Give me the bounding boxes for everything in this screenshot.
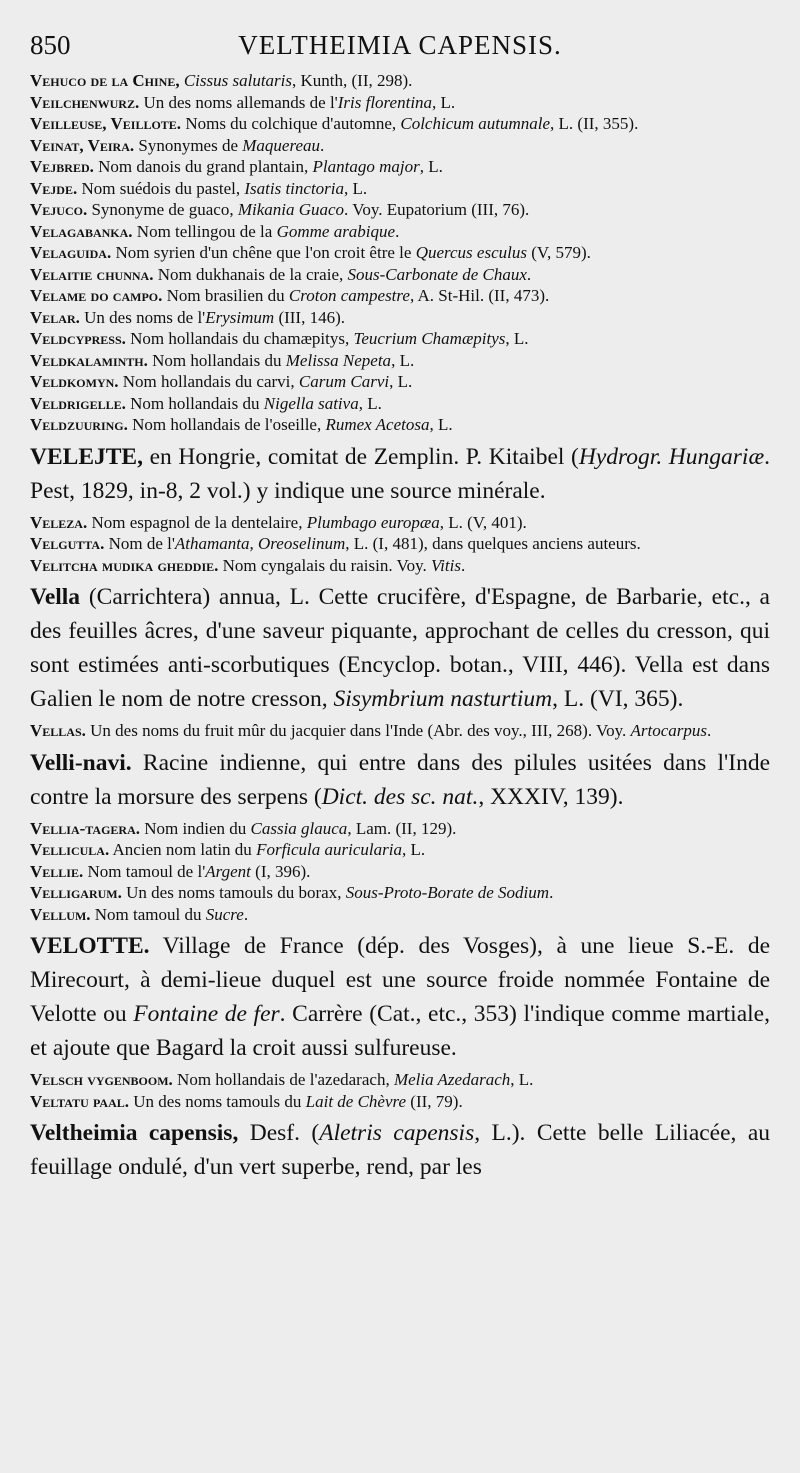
entry-text-tail: , Kunth, (II, 298). — [292, 71, 413, 90]
main-entry — [30, 580, 770, 716]
short-entry — [30, 156, 770, 178]
entry-text-tail: , L. — [432, 92, 456, 112]
entry-text: Nom indien du — [144, 818, 251, 838]
short-entry — [30, 242, 770, 264]
short-entry — [30, 178, 770, 200]
entry-italic-term: Vitis — [431, 555, 461, 575]
entry-headword: Velli-navi. — [30, 749, 132, 776]
entry-italic-term: Melissa Nepeta — [285, 350, 392, 370]
short-entry — [30, 533, 770, 555]
entry-text: Nom brasilien du — [166, 286, 289, 305]
entry-text-tail: . Carrère (Cat., etc., 353) l'indique comme martiale, et ajoute que Bagard la croit aussi sulfureuse. — [30, 1001, 770, 1061]
entry-headword: Velame do campo. — [30, 286, 163, 305]
entry-text: Village de France (dép. des Vosges), à une lieue S.-E. de Mirecourt, à demi-lieue duquel est une source froide nommée Fontaine de Velotte ou — [30, 933, 771, 1027]
short-entry — [30, 555, 770, 577]
short-entry — [30, 414, 770, 436]
entry-italic-term: Aletris capensis — [319, 1120, 475, 1146]
short-entry — [30, 135, 770, 157]
entry-headword: Veilchenwurz. — [30, 92, 140, 112]
entry-italic-term: Artocarpus — [630, 721, 708, 740]
short-entry — [30, 328, 770, 350]
entry-italic-term: Iris florentina — [337, 92, 433, 112]
entry-text-tail: . — [395, 221, 400, 241]
entry-text: Nom hollandais de l'azedarach, — [177, 1070, 394, 1089]
entry-italic-term: Hydrogr. Hungariæ — [578, 443, 765, 470]
entry-headword: Veldcypress. — [30, 329, 126, 348]
entry-headword: Velaitie chunna. — [30, 264, 154, 284]
entry-text: Nom dukhanais de la craie, — [157, 264, 348, 284]
entry-italic-term: Mikania Guaco — [237, 200, 345, 219]
entry-headword: Veilleuse, Veillote. — [30, 114, 182, 133]
entry-headword: Velgutta. — [30, 534, 105, 553]
entry-text-tail: , XXXIV, 139). — [478, 783, 624, 810]
entry-text: Un des noms du fruit mûr du jacquier dans l'Inde (Abr. des voy., III, 268). Voy. — [90, 721, 631, 740]
entry-headword: Veldzuuring. — [30, 415, 128, 434]
short-entry — [30, 512, 770, 534]
entry-text-tail: , L. — [389, 372, 413, 391]
entry-text: Nom suédois du pastel, — [81, 178, 245, 198]
entry-italic-term: Isatis tinctoria — [244, 178, 345, 198]
entry-text-tail: . — [549, 883, 554, 902]
entry-italic-term: Erysimum — [205, 307, 275, 327]
entry-headword: Vejuco. — [30, 200, 88, 219]
entry-text-tail: , L. — [358, 393, 382, 413]
entry-headword: Veldkomyn. — [30, 372, 119, 391]
short-entry — [30, 1069, 770, 1091]
entry-text-tail: , L. — [419, 157, 443, 176]
entry-italic-term: Cissus salutaris — [183, 71, 293, 90]
entry-text-tail: , L. (II, 355). — [550, 114, 639, 133]
short-entry — [30, 113, 770, 135]
short-entry — [30, 861, 770, 883]
short-entry — [30, 307, 770, 329]
entry-headword: Vehuco de la Chine, — [30, 71, 180, 90]
entry-text: Desf. ( — [249, 1120, 320, 1146]
entry-headword: Vellia-tagera. — [30, 818, 140, 838]
entry-text-tail: . — [460, 555, 466, 575]
entry-text: Nom hollandais du — [130, 393, 264, 413]
entry-text-tail: . — [707, 721, 712, 740]
entry-text: Nom tellingou de la — [136, 221, 277, 241]
short-entry — [30, 199, 770, 221]
entry-italic-term: Argent — [205, 861, 251, 881]
entry-text: Nom tamoul du — [94, 904, 206, 924]
entry-text-tail: (II, 79). — [406, 1091, 463, 1111]
entry-headword: Veltatu paal. — [30, 1091, 130, 1111]
short-entry — [30, 1091, 770, 1113]
entry-text: Nom tamoul de l' — [87, 861, 206, 881]
entry-headword: Vellie. — [30, 861, 84, 881]
entry-italic-term: Sisymbrium nasturtium — [333, 686, 553, 712]
entry-headword: Velaguida. — [30, 243, 112, 262]
entry-text: en Hongrie, comitat de Zemplin. P. Kitaibel ( — [149, 443, 579, 470]
entry-text: Nom hollandais du carvi, — [122, 372, 299, 391]
short-entry — [30, 350, 770, 372]
page-number: 850 — [30, 30, 71, 60]
short-entry — [30, 285, 770, 307]
entry-headword: Velar. — [30, 307, 80, 327]
entry-headword: Velsch vygenboom. — [30, 1070, 173, 1089]
dictionary-entries — [30, 70, 770, 1188]
entry-text-tail: , L. — [510, 1070, 534, 1089]
entry-headword: Veltheimia capensis, — [30, 1120, 239, 1146]
entry-text-tail: , L.). Cette belle Liliacée, au feuillage ondulé, d'un vert superbe, rend, par les — [30, 1120, 771, 1180]
entry-text-tail: , L. — [429, 415, 453, 434]
entry-text-tail: . Voy. Eupatorium (III, 76). — [344, 200, 530, 219]
entry-italic-term: Melia Azedarach — [393, 1070, 511, 1089]
entry-text-tail: . Pest, 1829, in-8, 2 vol.) y indique une source minérale. — [30, 443, 770, 504]
short-entry — [30, 393, 770, 415]
short-entry — [30, 221, 770, 243]
short-entry — [30, 839, 770, 861]
entry-text: Nom hollandais de l'oseille, — [132, 415, 326, 434]
entry-text-tail: , L. — [391, 350, 415, 370]
entry-text: Un des noms tamouls du — [133, 1091, 306, 1111]
entry-italic-term: Rumex Acetosa — [325, 415, 430, 434]
entry-headword: Velitcha mudika gheddie. — [30, 555, 219, 575]
entry-text-tail: , L. (V, 401). — [439, 512, 527, 532]
entry-text-tail: , L. — [401, 840, 426, 859]
entry-italic-term: Cassia glauca — [250, 818, 348, 838]
main-entry — [30, 746, 770, 814]
entry-headword: Veinat, Veira. — [30, 135, 135, 155]
entry-italic-term: Sous-Carbonate de Chaux — [347, 264, 527, 284]
short-entry — [30, 371, 770, 393]
entry-text: Nom hollandais du chamæpitys, — [130, 329, 354, 348]
entry-italic-term: Forficula auricularia — [256, 840, 402, 859]
entry-text: Nom de l' — [108, 534, 175, 553]
short-entry — [30, 720, 770, 742]
entry-text: Synonyme de guaco, — [91, 200, 238, 219]
entry-italic-term: Dict. des sc. nat. — [321, 783, 479, 810]
entry-italic-term: Nigella sativa — [263, 393, 359, 413]
entry-text: Nom cyngalais du raisin. Voy. — [222, 555, 432, 575]
entry-text-tail: . — [320, 135, 325, 155]
entry-italic-term: Teucrium Chamæpitys — [353, 329, 506, 348]
short-entry — [30, 264, 770, 286]
entry-text: Nom espagnol de la dentelaire, — [91, 512, 307, 532]
entry-text-tail: . — [243, 904, 249, 924]
entry-text-tail: , L. — [344, 178, 368, 198]
entry-headword: VELEJTE, — [30, 443, 143, 470]
entry-italic-term: Sous-Proto-Borate de Sodium — [345, 883, 550, 902]
entry-headword: Velligarum. — [30, 883, 122, 902]
main-entry — [30, 440, 770, 508]
entry-headword: Vella — [30, 584, 81, 610]
entry-text-tail: (III, 146). — [274, 307, 345, 327]
entry-headword: Vejbred. — [30, 157, 94, 176]
entry-text: Nom syrien d'un chêne que l'on croit être le — [115, 243, 416, 262]
entry-italic-term: Maquereau — [242, 135, 321, 155]
entry-italic-term: Lait de Chèvre — [305, 1091, 407, 1111]
entry-text-tail: (V, 579). — [526, 243, 591, 262]
entry-headword: Veldkalaminth. — [30, 350, 148, 370]
short-entry — [30, 92, 770, 114]
entry-headword: Vejde. — [30, 178, 78, 198]
entry-text: Un des noms allemands de l' — [143, 92, 338, 112]
entry-italic-term: Carum Carvi — [298, 372, 390, 391]
main-entry — [30, 1116, 770, 1184]
entry-text-tail: , L. (I, 481), dans quelques anciens auteurs. — [345, 534, 641, 553]
entry-italic-term: Quercus esculus — [415, 243, 527, 262]
entry-text: Nom danois du grand plantain, — [98, 157, 313, 176]
entry-italic-term: Gomme arabique — [276, 221, 396, 241]
entry-headword: Velagabanka. — [30, 221, 133, 241]
entry-text-tail: . — [526, 264, 532, 284]
short-entry — [30, 882, 770, 904]
entry-text: (Carrichtera) annua, L. Cette crucifère, d'Espagne, de Barbarie, etc., a des feuilles âcres, d'une saveur piquante, approchant de celles du cresson, qui sont estimées anti-scorbutiques (Encyclop. botan., VIII, 446). Vella est dans Galien le nom de notre cresson, — [30, 584, 770, 712]
entry-italic-term: Croton campestre — [288, 286, 410, 305]
entry-italic-term: Athamanta, Oreoselinum — [174, 534, 346, 553]
entry-headword: Veleza. — [30, 512, 88, 532]
short-entry — [30, 70, 770, 92]
entry-text-tail: , A. St-Hil. (II, 473). — [409, 286, 550, 305]
entry-text: Un des noms de l' — [84, 307, 206, 327]
short-entry — [30, 818, 770, 840]
entry-text-tail: , L. (VI, 365). — [552, 686, 684, 712]
entry-text: Synonymes de — [138, 135, 243, 155]
entry-headword: VELOTTE. — [30, 933, 150, 959]
entry-text: Racine indienne, qui entre dans des pilules usitées dans l'Inde contre la morsure des serpens ( — [30, 749, 771, 810]
entry-text-tail: , Lam. (II, 129). — [347, 818, 457, 838]
entry-headword: Vellum. — [30, 904, 91, 924]
entry-italic-term: Sucre — [205, 904, 244, 924]
entry-italic-term: Colchicum autumnale — [400, 114, 551, 133]
main-entry — [30, 929, 770, 1065]
entry-text-tail: , L. — [505, 329, 529, 348]
entry-text: Un des noms tamouls du borax, — [126, 883, 346, 902]
entry-headword: Vellas. — [30, 721, 86, 740]
short-entry — [30, 904, 770, 926]
entry-headword: Veldrigelle. — [30, 393, 126, 413]
entry-italic-term: Fontaine de fer — [133, 1001, 280, 1027]
entry-italic-term: Plumbago europæa — [306, 512, 440, 532]
entry-italic-term: Plantago major — [312, 157, 420, 176]
entry-text-tail: (I, 396). — [250, 861, 311, 881]
entry-headword: Vellicula. — [30, 840, 110, 859]
running-title: VELTHEIMIA CAPENSIS. — [238, 30, 562, 60]
entry-text: Ancien nom latin du — [112, 840, 257, 859]
entry-text: Noms du colchique d'automne, — [185, 114, 401, 133]
entry-text: Nom hollandais du — [152, 350, 286, 370]
